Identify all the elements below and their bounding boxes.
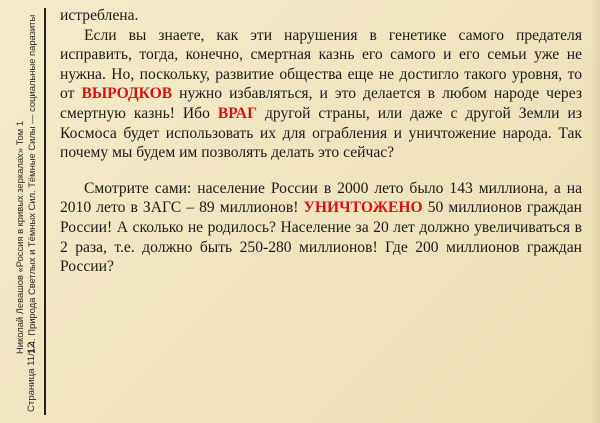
page-edge-shadow xyxy=(590,0,600,423)
paragraph-population xyxy=(60,179,582,277)
paragraph-text: 50 миллионов граждан России! А сколько не родилось? Население за 20 лет должно увеличиваться в 2 раза, т.е. должно быть 250-280 миллионов! Где 200 миллионов граждан России? xyxy=(60,199,582,276)
side-header xyxy=(14,7,37,412)
side-spacer xyxy=(14,354,26,412)
chapter-title-line: 1.4. Природа Светлых и Тёмных Сил. Тёмные Силы — социальные паразиты xyxy=(25,14,37,354)
side-header-row-bottom xyxy=(26,7,38,412)
vertical-divider xyxy=(44,8,46,415)
paragraph-text: нужно избавляться, и это делается в любом народе через смертную казнь! Ибо xyxy=(60,85,582,122)
emphasis-vyrodkov: ВЫРОДКОВ xyxy=(81,85,173,103)
paragraph-text: Смотрите сами: население России в 2000 лето было 143 миллиона, а на 2010 лето в ЗАГС – 89 миллионов! xyxy=(60,179,582,217)
page-number-label: Страница 11/12 xyxy=(25,342,37,412)
paragraph-continuation: истреблена. xyxy=(60,7,139,24)
paragraph-genetics xyxy=(60,26,582,163)
emphasis-vrag: ВРАГ xyxy=(217,104,257,122)
book-title-line: Николай Левашов «Россия в кривых зеркалах» Том 1 xyxy=(14,120,25,354)
paragraph-text: другой страны, или даже с другой Земли из Космоса будет использовать их для ограбления и уничтожение народа. Так почему мы будем им позволять делать это сейчас? xyxy=(60,104,583,162)
paragraph-text: Если вы знаете, как эти нарушения в генетике самого предателя исправить, тогда, конечно, смертная казнь его самого и его семьи уже не нужна. Но, поскольку, развитие общества еще не достигло такого уровня, то от xyxy=(60,26,582,103)
side-header-row-top xyxy=(14,7,26,412)
emphasis-unichtozheno: УНИЧТОЖЕНО xyxy=(303,199,423,217)
document-body xyxy=(60,6,582,277)
